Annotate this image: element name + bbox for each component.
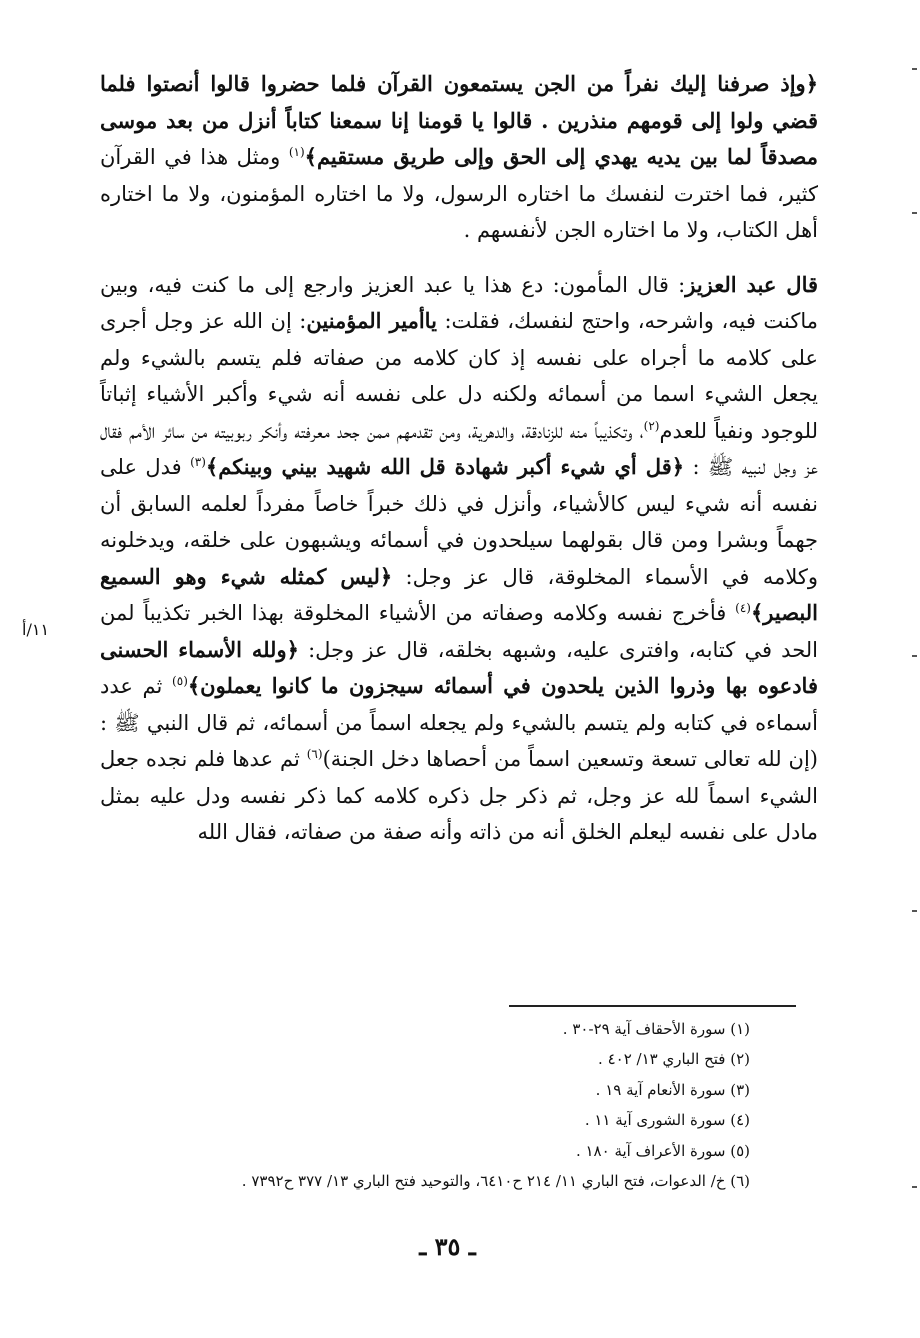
scan-edge-mark <box>912 1186 917 1188</box>
footnote-separator <box>509 1005 796 1007</box>
footnote-ref: (٤) <box>735 601 751 615</box>
scan-edge-mark <box>912 655 917 657</box>
text-run: ومثل هذا في القرآن كثير، فما اخترت لنفسك ما اختاره الرسول، ولا ما اختاره المؤمنون، ولا ما اختاره أهل الكتاب، ولا ما اختاره الجن لأنفسهم . <box>100 145 818 242</box>
footnote-ref: (٢) <box>643 418 660 433</box>
footnote-ref: (٣) <box>190 455 206 469</box>
footnote: (٥) سورة الأعراف آية ١٨٠ . <box>575 1141 750 1160</box>
text-run: فدل على نفسه أنه شيء ليس كالأشياء، وأنزل في ذلك خبراً خاصاً مفرداً لعلمه السابق أن جهماً وبشرا ومن قال بقولهما سيلحدون في أسمائه ويشبهون على خلقه، ويدخلونه وكلامه في الأسماء المخلوقة، قال عز وجل: <box>100 455 818 589</box>
emphasized-text: ﴿ولله الأسماء الحسنى فادعوه بها وذروا الذين يلحدون في أسمائه سيجزون ما كانوا يعملون﴾ <box>100 636 818 698</box>
scan-edge-mark <box>912 68 917 70</box>
text-run: : قال المأمون: دع هذا يا عبد العزيز وارجع إلى ما كنت فيه، وبين ماكنت فيه، واشرحه، واحتج لنفسك، فقلت: <box>100 272 818 333</box>
footnote: (٤) سورة الشورى آية ١١ . <box>584 1111 750 1130</box>
footnote: (٦) خ/ الدعوات، فتح الباري ١١/ ٢١٤ ح٦٤١٠، والتوحيد فتح الباري ١٣/ ٣٧٧ ح٧٣٩٢ . <box>241 1172 750 1191</box>
main-text <box>100 66 818 851</box>
text-run: ثم عدها فلم نجده جعل الشيء اسماً لله عز وجل، ثم ذكر جل ذكره كلامه كما ذكر نفسه ودل عليه بمثل مادل على نفسه ليعلم الخلق أنه من ذاته وأنه صفة من صفاته، فقال الله <box>100 747 818 844</box>
footnotes <box>90 1014 750 1196</box>
footnote: (١) سورة الأحقاف آية ٢٩-٣٠ . <box>562 1020 750 1038</box>
footnote-ref: (٥) <box>172 674 188 688</box>
footnote-ref: (١) <box>288 145 305 159</box>
text-run: : إن الله عز وجل أجرى على كلامه ما أجراه على نفسه إذ كان كلامه من صفاته فلم يتسم بالشيء ولم يجعل الشيء اسما من أسمائه ولكنه دل على نفسه أنه شيء وأكبر الأشياء إثباتاً للوجود ونفياً للعدم <box>100 309 818 443</box>
manuscript-folio-marker: ١١/أ <box>22 620 50 639</box>
paragraph-2 <box>100 267 818 851</box>
emphasized-text: ﴿قل أي شيء أكبر شهادة قل الله شهيد بيني وبينكم﴾ <box>205 454 685 479</box>
footnote-ref: (٦) <box>306 747 323 761</box>
paragraph-1 <box>100 66 818 249</box>
emphasized-text: ياأمير المؤمنين <box>306 308 437 333</box>
footnote: (٢) فتح الباري ١٣/ ٤٠٢ . <box>598 1050 750 1069</box>
emphasized-text: ﴿ليس كمثله شيء وهو السميع البصير﴾ <box>100 563 818 625</box>
footnote: (٣) سورة الأنعام آية ١٩ . <box>595 1080 750 1099</box>
text-run: فأخرج نفسه وكلامه وصفاته من الأشياء المخلوقة بهذا الخبر تكذيباً لمن الحد في كتابه، وافترى عليه، وشبهه بخلقه، قال عز وجل: <box>100 601 818 662</box>
text-run: ثم عدد أسماءه في كتابه ولم يتسم بالشيء ولم يجعله اسماً من أسمائه، ثم قال النبي ﷺ : (إن لله تعالى تسعة وتسعين اسماً من أحصاها دخل الجنة) <box>100 674 818 771</box>
emphasized-text: قال عبد العزيز <box>685 271 819 297</box>
scan-edge-mark <box>912 212 917 214</box>
text-run: ، وتكذيباً منه للزنادقة، والدهرية، ومن تقدمهم ممن جحد معرفته وأنكر ربوبيته من سائر الأمم فقال عز وجل لنبيه ﷺ : <box>100 418 819 479</box>
scan-edge-mark <box>912 910 917 912</box>
page-number: ـ ٣٥ ـ <box>419 1232 476 1261</box>
emphasized-text: ﴿وإذ صرفنا إليك نفراً من الجن يستمعون القرآن فلما حضروا قالوا أنصتوا فلما قضي ولوا إلى قومهم منذرين . قالوا يا قومنا إنا سمعنا كتاباً أنزل من بعد موسى مصدقاً لما بين يديه يهدي إلى الحق وإلى طريق مستقيم﴾ <box>100 71 818 169</box>
